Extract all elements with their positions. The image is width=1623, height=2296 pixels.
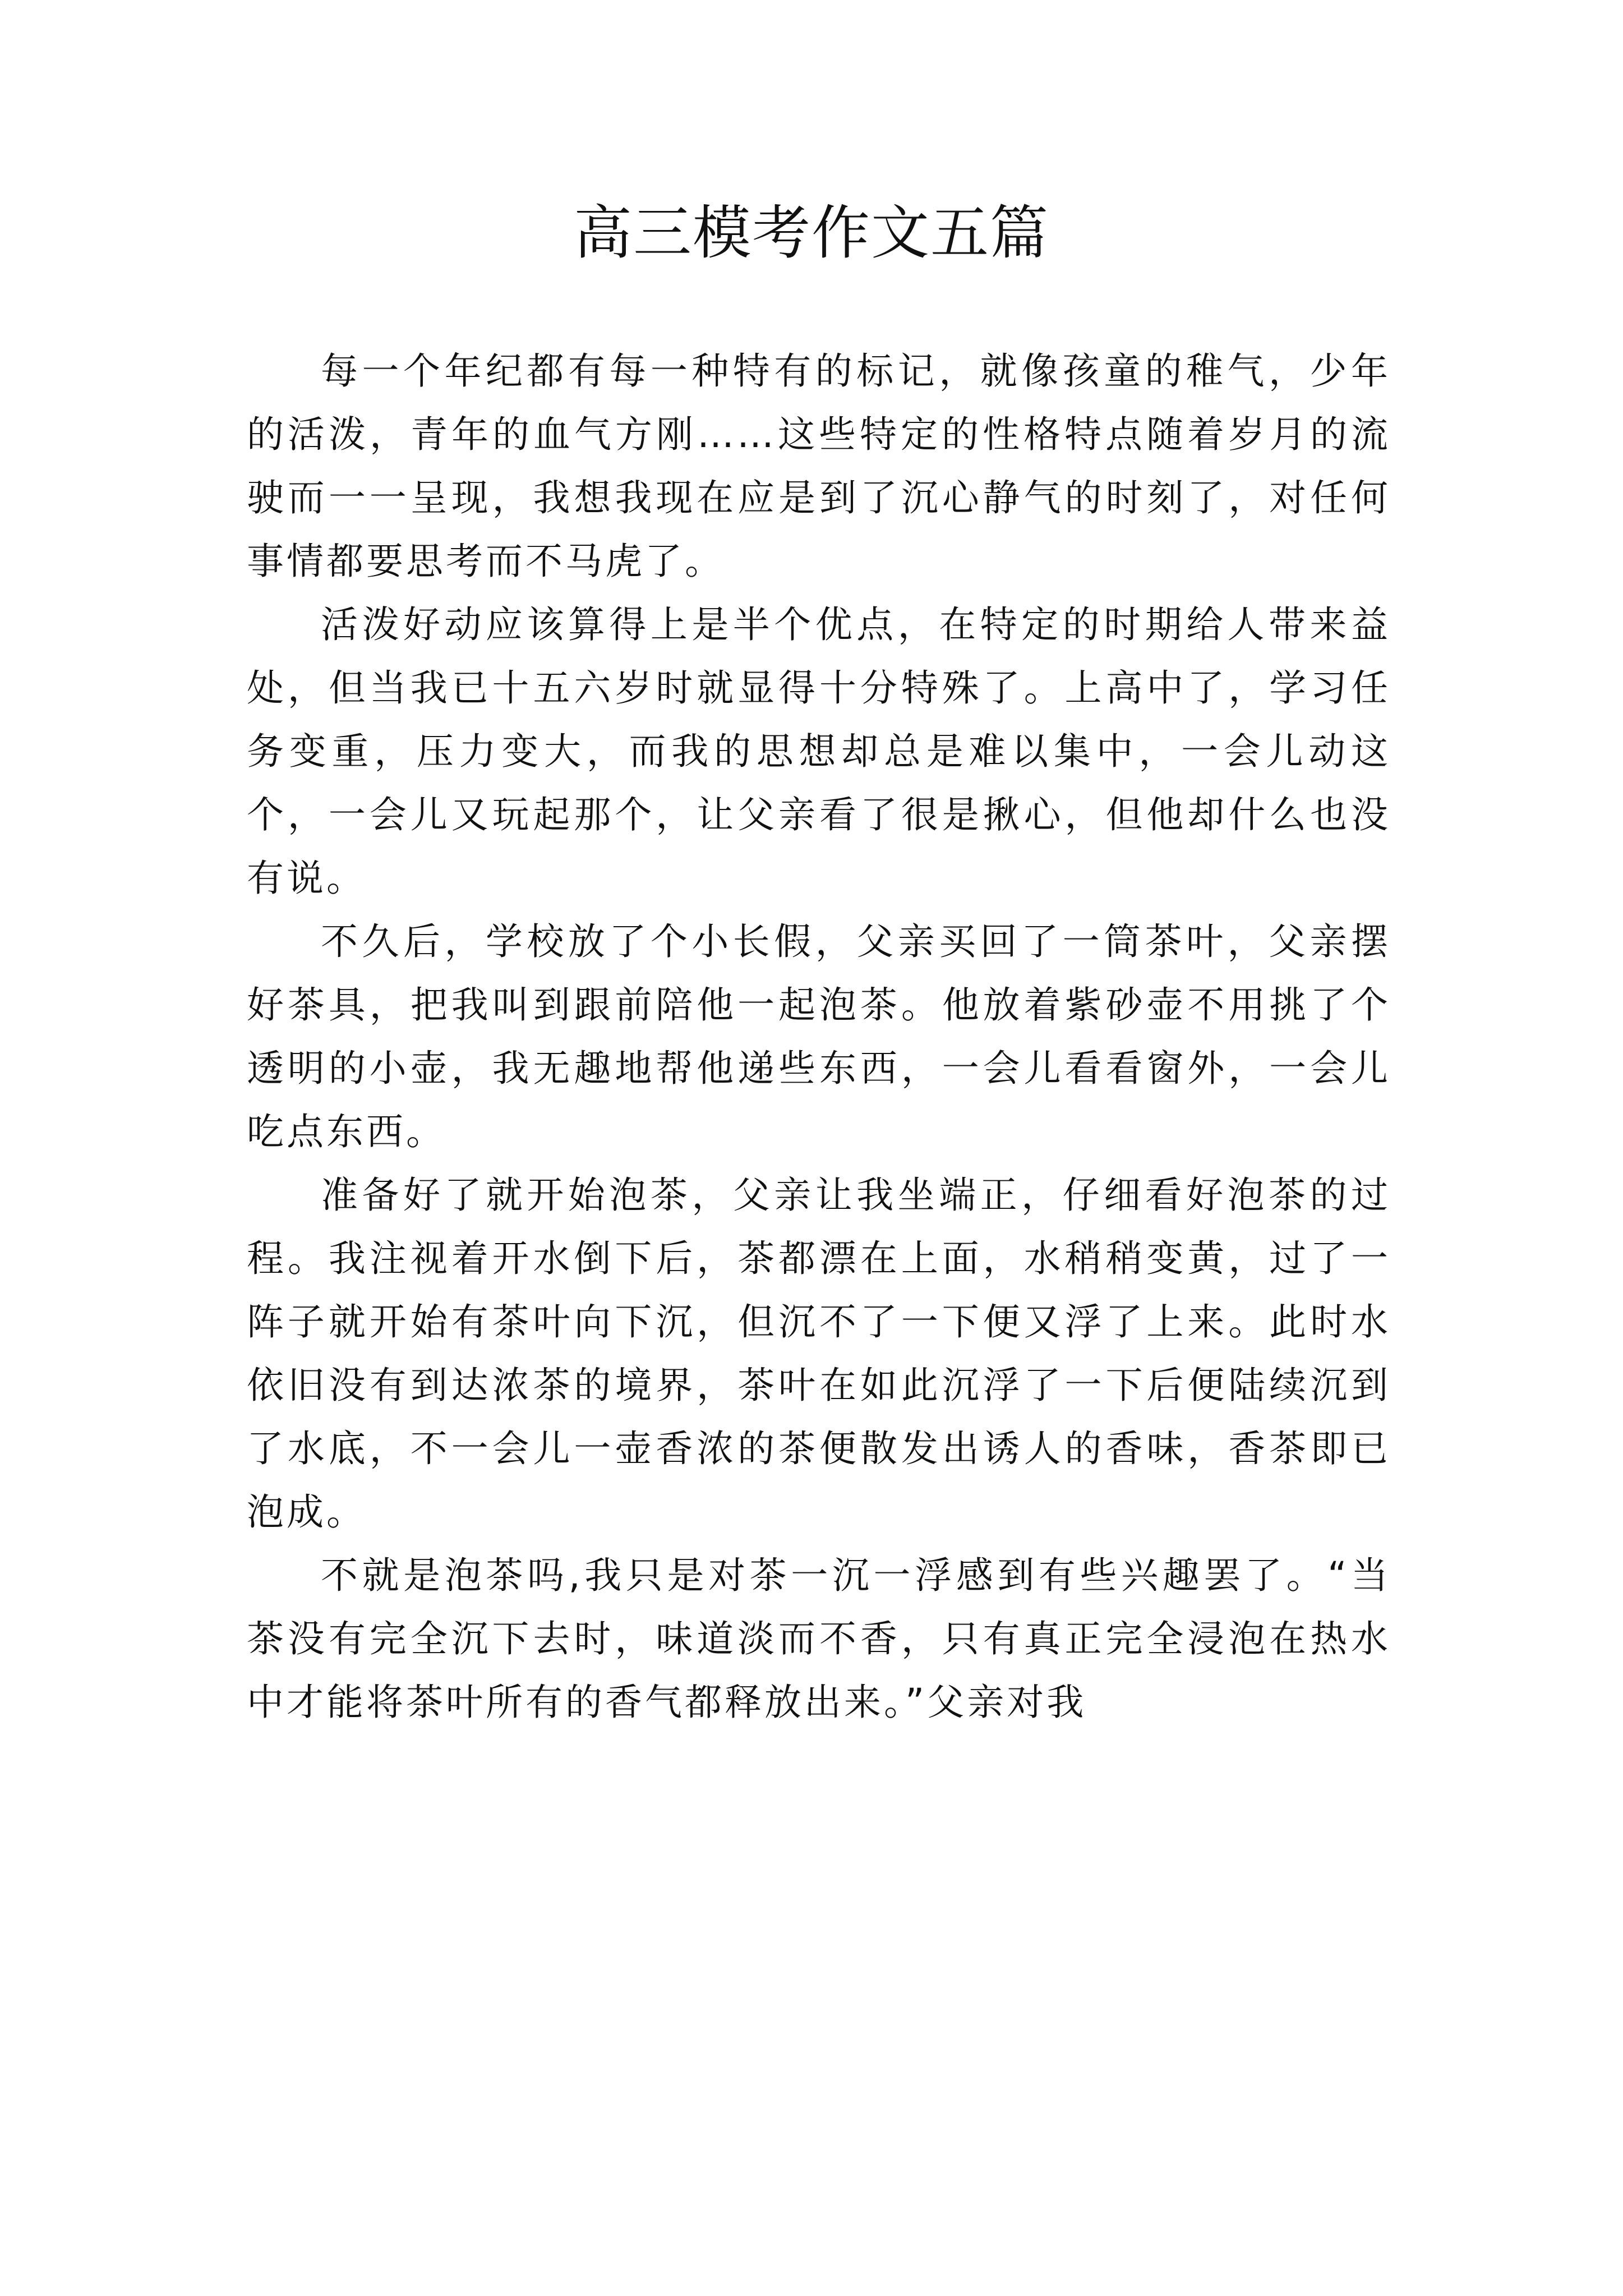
paragraph-5: 不就是泡茶吗,我只是对茶一沉一浮感到有些兴趣罢了。“当茶没有完全沉下去时，味道淡而不香，只有真正完全浸泡在热水中才能将茶叶所有的香气都释放出来。”父亲对我 [247, 1554, 1391, 1724]
document-body [247, 339, 1391, 1734]
paragraph-1: 每一个年纪都有每一种特有的标记，就像孩童的稚气，少年的活泼，青年的血气方刚……这些特定的性格特点随着岁月的流驶而一一呈现，我想我现在应是到了沉心静气的时刻了，对任何事情都要思考而不马虎了。 [247, 349, 1391, 583]
paragraph-4: 准备好了就开始泡茶，父亲让我坐端正，仔细看好泡茶的过程。我注视着开水倒下后，茶都漂在上面，水稍稍变黄，过了一阵子就开始有茶叶向下沉，但沉不了一下便又浮了上来。此时水依旧没有到达浓茶的境界，茶叶在如此沉浮了一下后便陆续沉到了水底，不一会儿一壶香浓的茶便散发出诱人的香味，香茶即已泡成。 [247, 1174, 1391, 1534]
paragraph-3: 不久后，学校放了个小长假，父亲买回了一筒茶叶，父亲摆好茶具，把我叫到跟前陪他一起泡茶。他放着紫砂壶不用挑了个透明的小壶，我无趣地帮他递些东西，一会儿看看窗外，一会儿吃点东西。 [247, 920, 1391, 1153]
document-title: 高三模考作文五篇 [573, 199, 1049, 267]
paragraph-2: 活泼好动应该算得上是半个优点，在特定的时期给人带来益处，但当我已十五六岁时就显得十分特殊了。上高中了，学习任务变重，压力变大，而我的思想却总是难以集中，一会儿动这个，一会儿又玩起那个，让父亲看了很是揪心，但他却什么也没有说。 [247, 603, 1391, 900]
